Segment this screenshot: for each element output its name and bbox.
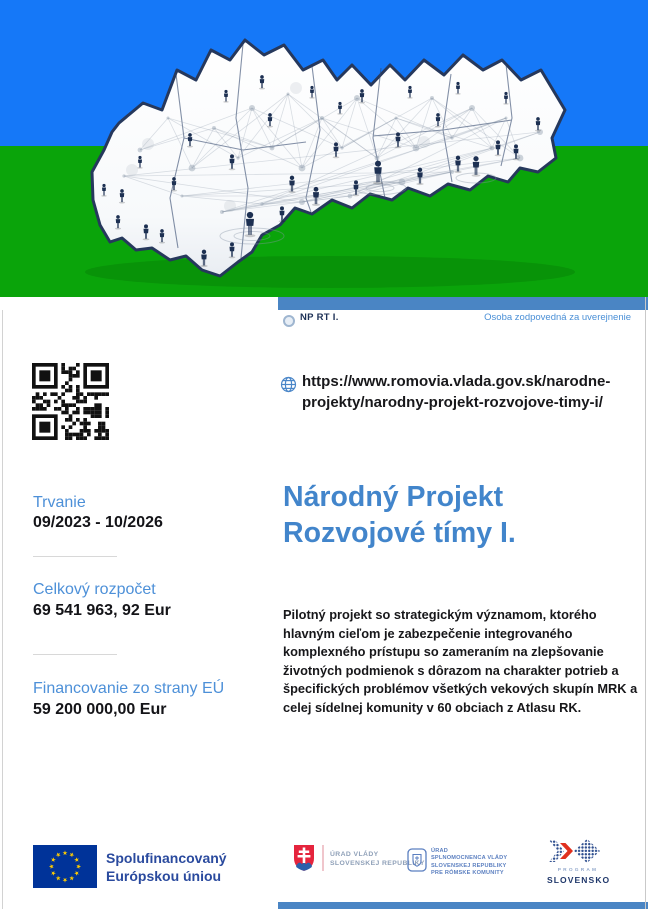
bottom-accent-bar [278,902,648,909]
info-label-duration: Trvanie [33,494,86,511]
ring-icon [283,315,295,327]
slovensko-label: SLOVENSKO [547,875,611,885]
plen-line-3: SLOVENSKEJ REPUBLIKY [431,862,507,869]
right-edge-line [645,297,646,909]
project-code: NP RT I. [300,312,339,323]
gov-office-line-1: ÚRAD VLÁDY [330,851,379,858]
gov-office-line-2: SLOVENSKEJ REPUBLIKY [330,860,425,867]
eu-flag [33,845,97,888]
program-label: PROGRAM [557,868,599,873]
url-line-2[interactable]: projekty/narodny-projekt-rozvojove-timy-i/ [302,394,603,411]
dotted-diamond-right [574,839,600,863]
plenipotentiary-emblem [407,848,427,872]
program-slovensko-mark [549,838,607,864]
globe-icon [280,376,297,393]
eu-cofinancing-label [106,849,227,885]
divider [33,654,117,655]
eu-text-line-2: Európskou úniou [106,868,222,884]
left-edge-line [2,310,3,909]
project-description: Pilotný projekt so strategickým významom, ktorého hlavným cieľom je zabezpečenie integrovaného komplexného prístupu so zameraním na zlepšovanie životných podmienok s dôrazom na charakter potrieb a špecifických problémov všetkých vekových skupín MRK a celej sídelnej komunity v 60 obciach z Atlasu RK. [283,607,638,715]
plenipotentiary-label [431,848,507,878]
title-line-1: Národný Projekt [283,481,504,513]
divider [33,556,117,557]
plen-line-2: SPLNOMOCNENCA VLÁDY [431,855,508,862]
plen-line-4: PRE RÓMSKE KOMUNITY [431,870,504,877]
top-accent-bar [278,297,648,310]
plen-line-1: ÚRAD [431,848,448,854]
eu-text-line-1: Spolufinancovaný [106,850,227,866]
url-line-1[interactable]: https://www.romovia.vlada.gov.sk/narodne- [302,373,611,390]
title-line-2: Rozvojové tímy I. [283,517,516,549]
info-label-eu-funding: Financovanie zo strany EÚ [33,680,225,697]
info-label-total-budget: Celkový rozpočet [33,581,156,598]
slovak-coat-of-arms [293,844,315,872]
slovakia-map-illustration [0,0,648,297]
logo-divider [322,845,324,871]
info-value-duration: 09/2023 - 10/2026 [33,514,163,531]
info-value-total-budget: 69 541 963, 92 Eur [33,602,171,619]
qr-code [32,363,109,440]
responsible-person-label: Osoba zodpovedná za uverejnenie [484,312,631,323]
page-title [283,479,516,551]
info-value-eu-funding: 59 200 000,00 Eur [33,701,167,718]
url-text[interactable] [302,371,642,413]
